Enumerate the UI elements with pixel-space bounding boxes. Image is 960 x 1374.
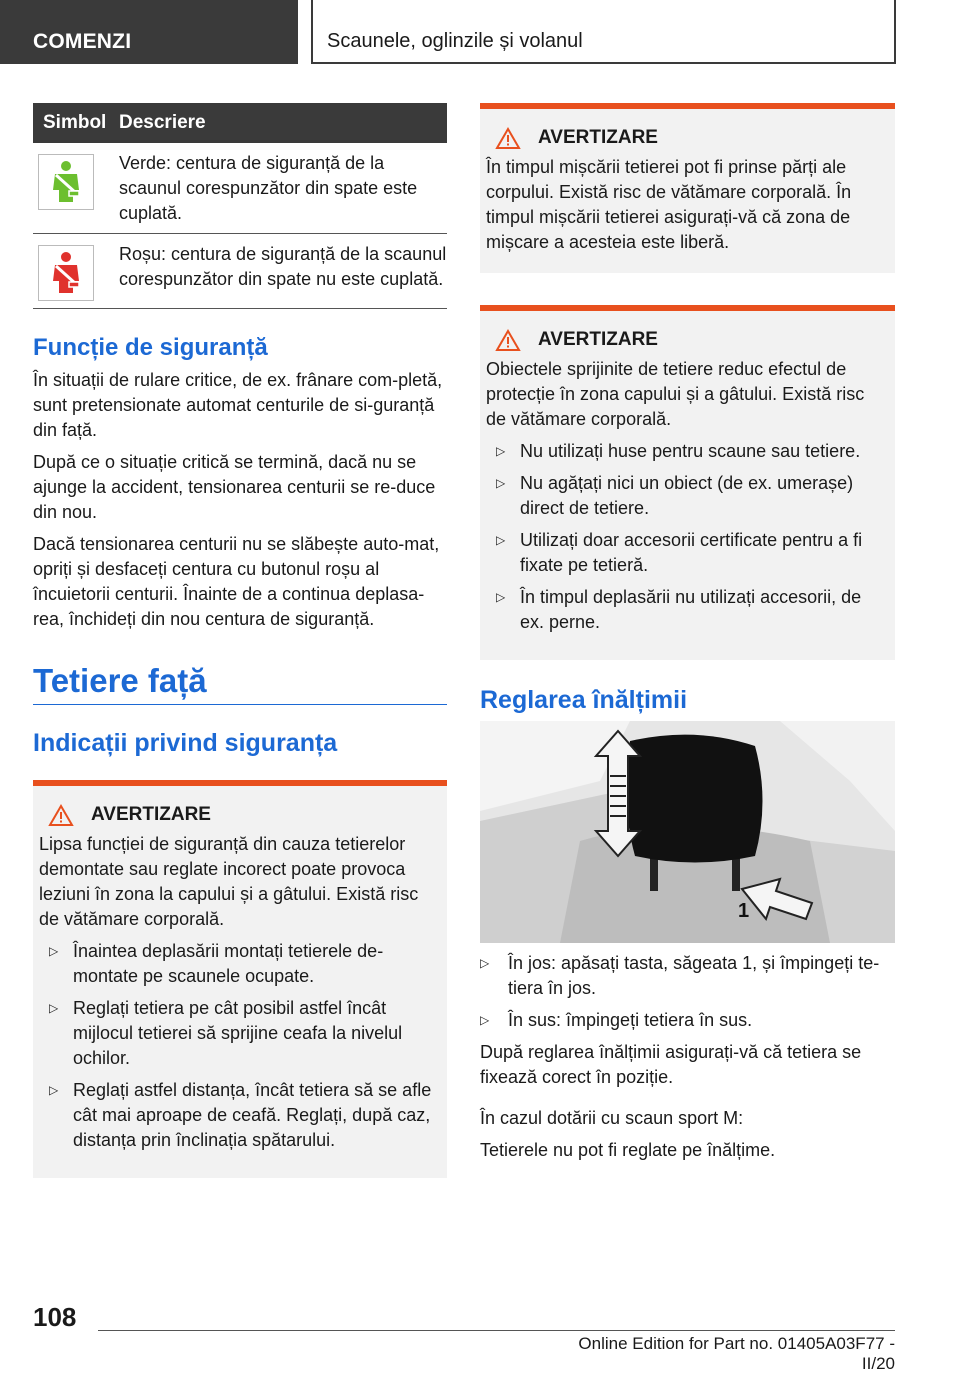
warning-label: AVERTIZARE [538, 329, 658, 350]
warning-text: Lipsa funcției de siguranță din cauza tetierelor demontate sau reglate incorect poate provoca leziuni în zona la capului și a gâtului. Există risc de vătămare corporală. [39, 834, 419, 929]
warning-triangle-icon [496, 330, 520, 351]
warning-text: Obiectele sprijinite de tetiere reduc efectul de protecție în zona capului și a gâtului. Există risc de vătămare corporală. [486, 359, 865, 429]
bullet-triangle-icon: ▷ [480, 1013, 490, 1027]
list-item: ▷ Nu utilizați huse pentru scaune sau tetiere. [486, 439, 889, 464]
list-item: ▷ În jos: apăsați tasta, săgeata 1, și împingeți te-tiera în jos. [480, 951, 895, 1001]
list-item: ▷ În timpul deplasării nu utilizați accesorii, de ex. perne. [486, 585, 889, 635]
headrests-title: Tetiere față [33, 662, 447, 705]
chapter-tab: COMENZI [0, 0, 298, 64]
col-description-header: Descriere [119, 112, 206, 133]
page-number: 108 [33, 1302, 77, 1332]
paragraph: Dacă tensionarea centurii nu se slăbește auto-mat, opriți și desfaceți centura cu butonul roșu al încuietorii centurii. Înainte de a continua deplasa-rea, închideți din nou centura de siguranță. [33, 534, 440, 629]
symbol-table [33, 103, 447, 309]
bullet-triangle-icon: ▷ [496, 444, 506, 458]
table-header [33, 103, 447, 143]
warning-triangle-icon [496, 128, 520, 149]
height-adjust-list [480, 951, 895, 1033]
table-cell-description: Verde: centura de siguranță de la scaunul corespunzător din spate este cuplată. [119, 153, 418, 223]
bullet-triangle-icon: ▷ [49, 1001, 59, 1015]
warning-list [486, 439, 889, 635]
bullet-triangle-icon: ▷ [480, 956, 490, 970]
list-item: ▷ Reglați astfel distanța, încât tetiera să se afle cât mai aproape de ceafă. Reglați, după caz, distanța prin înclinația spătarului. [39, 1078, 441, 1153]
left-column [33, 103, 447, 1178]
warning-box [33, 780, 447, 1178]
safety-function-heading: Funcție de siguranță [33, 334, 268, 361]
seatbelt-green-icon [38, 154, 94, 210]
col-symbol-header: Simbol [43, 112, 107, 133]
footer-edition: Online Edition for Part no. 01405A03F77 - II/20 [578, 1334, 895, 1373]
warning-list [39, 939, 441, 1153]
warning-label: AVERTIZARE [538, 127, 658, 148]
paragraph: În situații de rulare critice, de ex. frânare com-pletă, sunt pretensionate automat centurile de si-guranță din față. [33, 370, 443, 440]
list-item: ▷ Reglați tetiera pe cât posibil astfel încât mijlocul tetierei să sprijine ceafa la nivelul ochilor. [39, 996, 441, 1071]
height-adjust-heading: Reglarea înălțimii [480, 686, 688, 714]
paragraph: Tetierele nu pot fi reglate pe înălțime. [480, 1140, 776, 1160]
warning-box [480, 103, 895, 273]
warning-triangle-icon [49, 805, 73, 826]
list-item: ▷ Nu agățați nici un obiect (de ex. umerașe) direct de tetiere. [486, 471, 889, 521]
bullet-triangle-icon: ▷ [49, 944, 59, 958]
headrest-illustration [480, 721, 895, 943]
table-cell-description: Roșu: centura de siguranță de la scaunul corespunzător din spate nu este cuplată. [119, 244, 447, 289]
figure-label: 1 [738, 900, 750, 922]
list-item: ▷ În sus: împingeți tetiera în sus. [480, 1008, 895, 1033]
paragraph: În cazul dotării cu scaun sport M: [480, 1108, 744, 1128]
safety-notes-subtitle: Indicații privind siguranța [33, 729, 338, 757]
right-column [480, 103, 895, 1170]
list-item: ▷ Înaintea deplasării montați tetierele de-montate pe scaunele ocupate. [39, 939, 441, 989]
list-item: ▷ Utilizați doar accesorii certificate pentru a fi fixate pe tetieră. [486, 528, 889, 578]
section-title: Scaunele, oglinzile și volanul [311, 0, 896, 64]
table-row [33, 234, 447, 309]
table-row [33, 143, 447, 234]
footer-divider [98, 1330, 895, 1331]
seatbelt-red-icon [38, 245, 94, 301]
bullet-triangle-icon: ▷ [496, 533, 506, 547]
warning-label: AVERTIZARE [91, 804, 211, 825]
warning-text: În timpul mișcării tetierei pot fi prinse părți ale corpului. Există risc de vătămare corporală. În timpul mișcării tetierei asigurați-vă că zona de mișcare a acesteia este liberă. [486, 157, 852, 252]
paragraph: După reglarea înălțimii asigurați-vă că tetiera se fixează corect în poziție. [480, 1042, 862, 1087]
bullet-triangle-icon: ▷ [496, 590, 506, 604]
warning-box [480, 305, 895, 660]
paragraph: După ce o situație critică se termină, dacă nu se ajunge la accident, tensionarea centurii se re-duce din nou. [33, 452, 436, 522]
bullet-triangle-icon: ▷ [49, 1083, 59, 1097]
bullet-triangle-icon: ▷ [496, 476, 506, 490]
